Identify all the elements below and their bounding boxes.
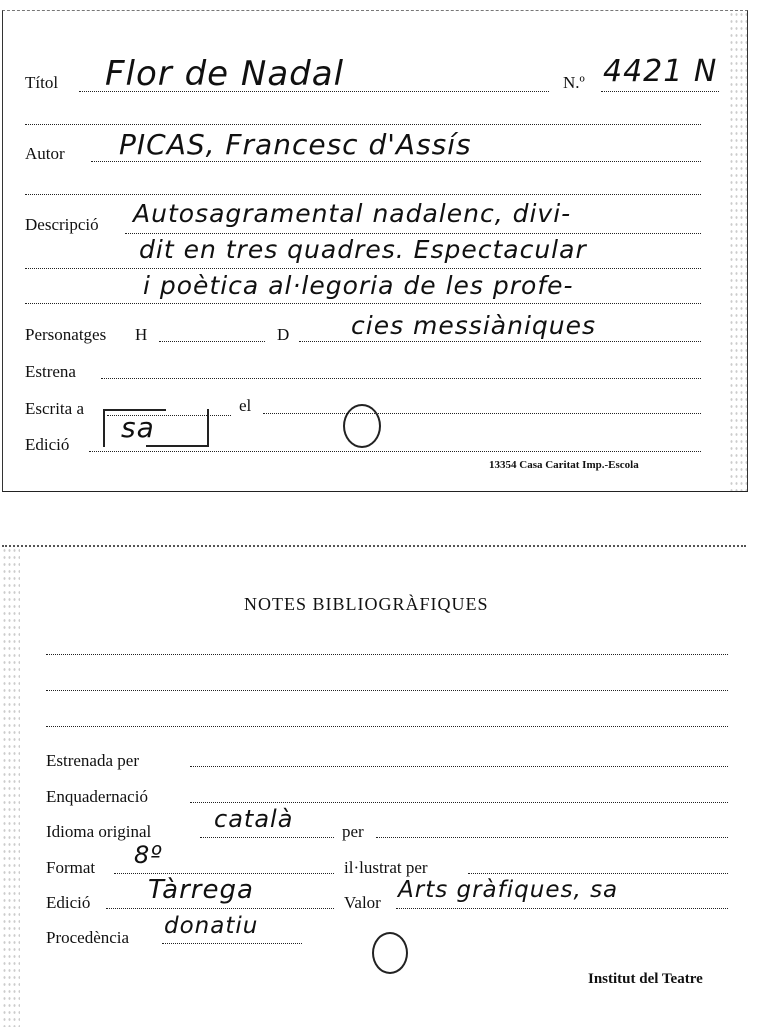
procedencia-label: Procedència bbox=[46, 928, 130, 947]
estrenada-label: Estrenada per bbox=[46, 751, 139, 770]
idioma-line bbox=[200, 837, 334, 838]
notes-line-1 bbox=[46, 654, 728, 655]
personatges-label: Personatges bbox=[25, 325, 107, 344]
blank-line bbox=[25, 124, 701, 125]
valor-label: Valor bbox=[344, 893, 381, 912]
edicio-box-mark bbox=[103, 409, 209, 447]
descripcio-label: Descripció bbox=[25, 215, 99, 234]
estrenada-line bbox=[190, 766, 728, 767]
circle-mark bbox=[343, 404, 381, 448]
el-label: el bbox=[239, 396, 252, 415]
procedencia-value: donatiu bbox=[164, 913, 259, 939]
descripcio-text-4: cies messiàniques bbox=[351, 311, 597, 340]
format-label: Format bbox=[46, 858, 96, 877]
descripcio-line-2 bbox=[25, 268, 701, 269]
printer-imprint: 13354 Casa Caritat Imp.-Escola bbox=[489, 459, 639, 471]
h-label: H bbox=[135, 325, 148, 344]
descripcio-line-1 bbox=[125, 233, 701, 234]
circle-mark bbox=[372, 932, 408, 974]
edicio-value: sa bbox=[121, 411, 155, 444]
numero-value: 4421 N bbox=[603, 54, 718, 89]
descripcio-text-3: i poètica al·legoria de les profe- bbox=[143, 271, 574, 300]
idioma-per-label: per bbox=[342, 822, 364, 841]
institution-name: Institut del Teatre bbox=[588, 971, 703, 987]
d-label: D bbox=[277, 325, 290, 344]
edicio-label: Edició bbox=[25, 435, 70, 454]
notes-line-3 bbox=[46, 726, 728, 727]
estrena-label: Estrena bbox=[25, 362, 76, 381]
enquadernacio-label: Enquadernació bbox=[46, 787, 148, 806]
titol-label: Títol bbox=[25, 73, 59, 92]
idioma-value: català bbox=[214, 805, 294, 833]
catalog-card-front bbox=[2, 10, 748, 492]
el-line bbox=[263, 413, 701, 414]
edicio-back-line bbox=[106, 908, 334, 909]
descripcio-line-3 bbox=[25, 303, 701, 304]
valor-value: Arts gràfiques, sa bbox=[398, 877, 619, 903]
escrita-label: Escrita a bbox=[25, 399, 84, 418]
edicio-back-label: Edició bbox=[46, 893, 91, 912]
h-line bbox=[159, 341, 265, 342]
d-line bbox=[299, 341, 701, 342]
blank-line bbox=[25, 194, 701, 195]
autor-value: PICAS, Francesc d'Assís bbox=[119, 128, 472, 161]
titol-value: Flor de Nadal bbox=[105, 54, 345, 94]
format-line bbox=[114, 873, 334, 874]
format-value: 8º bbox=[134, 841, 163, 869]
autor-label: Autor bbox=[25, 144, 65, 163]
procedencia-line bbox=[162, 943, 302, 944]
valor-line bbox=[396, 908, 728, 909]
numero-label: N.º bbox=[563, 73, 585, 92]
estrena-line bbox=[101, 378, 701, 379]
edicio-back-value: Tàrrega bbox=[148, 875, 254, 905]
illustrat-line bbox=[468, 873, 728, 874]
edicio-line bbox=[89, 451, 701, 452]
catalog-card-back bbox=[2, 545, 746, 1027]
descripcio-text-2: dit en tres quadres. Espectacular bbox=[139, 235, 587, 264]
idioma-label: Idioma original bbox=[46, 822, 152, 841]
illustrat-label: il·lustrat per bbox=[344, 858, 428, 877]
paper-speckle bbox=[2, 547, 20, 1027]
idioma-per-line bbox=[376, 837, 728, 838]
descripcio-text-1: Autosagramental nadalenc, divi- bbox=[133, 199, 572, 228]
autor-line bbox=[91, 161, 701, 162]
notes-line-2 bbox=[46, 690, 728, 691]
paper-speckle bbox=[729, 11, 747, 491]
enquadernacio-line bbox=[190, 802, 728, 803]
notes-heading: NOTES BIBLIOGRÀFIQUES bbox=[244, 594, 489, 614]
numero-line bbox=[601, 91, 719, 92]
